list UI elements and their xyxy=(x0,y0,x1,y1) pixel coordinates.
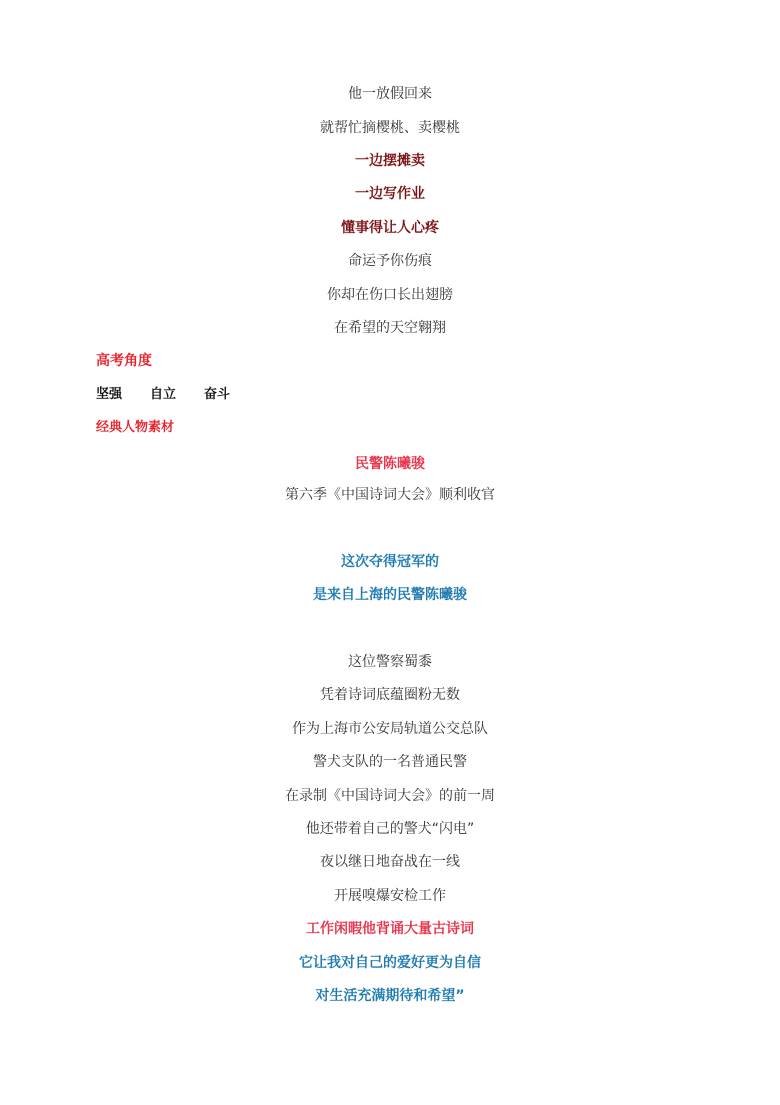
emphasis-line-blue: 对生活充满期待和希望” xyxy=(315,988,465,1004)
poem-line: 在希望的天空翱翔 xyxy=(334,320,446,336)
highlight-line: 是来自上海的民警陈曦骏 xyxy=(313,587,467,603)
material-label: 经典人物素材 xyxy=(96,420,175,435)
body-line: 警犬支队的一名普通民警 xyxy=(313,754,467,770)
poem-line: 就帮忙摘樱桃、卖樱桃 xyxy=(320,120,460,136)
body-line: 作为上海市公安局轨道公交总队 xyxy=(292,721,488,737)
body-line: 夜以继日地奋战在一线 xyxy=(320,854,460,870)
keyword-row xyxy=(96,385,258,405)
poem-line: 他一放假回来 xyxy=(348,86,432,102)
story-subtitle: 第六季《中国诗词大会》顺利收官 xyxy=(285,487,495,503)
poem-line: 你却在伤口长出翅膀 xyxy=(327,287,453,303)
section-heading: 高考角度 xyxy=(96,353,152,369)
emphasis-line-blue: 它让我对自己的爱好更为自信 xyxy=(299,955,481,971)
poem-line: 命运予你伤痕 xyxy=(348,253,432,269)
body-line: 他还带着自己的警犬“闪电” xyxy=(305,821,475,837)
keyword: 自立 xyxy=(150,387,177,402)
body-line: 在录制《中国诗词大会》的前一周 xyxy=(285,788,495,804)
emphasis-line-red: 工作闲暇他背诵大量古诗词 xyxy=(306,921,474,937)
keyword: 奋斗 xyxy=(204,387,231,402)
body-line: 这位警察蜀黍 xyxy=(348,654,432,670)
poem-line-emphasis: 一边写作业 xyxy=(355,186,425,202)
poem-line-emphasis: 一边摆摊卖 xyxy=(355,153,425,169)
body-line: 开展嗅爆安检工作 xyxy=(334,888,446,904)
keyword: 坚强 xyxy=(96,387,123,402)
body-line: 凭着诗词底蕴圈粉无数 xyxy=(320,687,460,703)
poem-line-emphasis: 懂事得让人心疼 xyxy=(341,220,439,236)
story-title: 民警陈曦骏 xyxy=(355,456,425,472)
highlight-line: 这次夺得冠军的 xyxy=(341,554,439,570)
